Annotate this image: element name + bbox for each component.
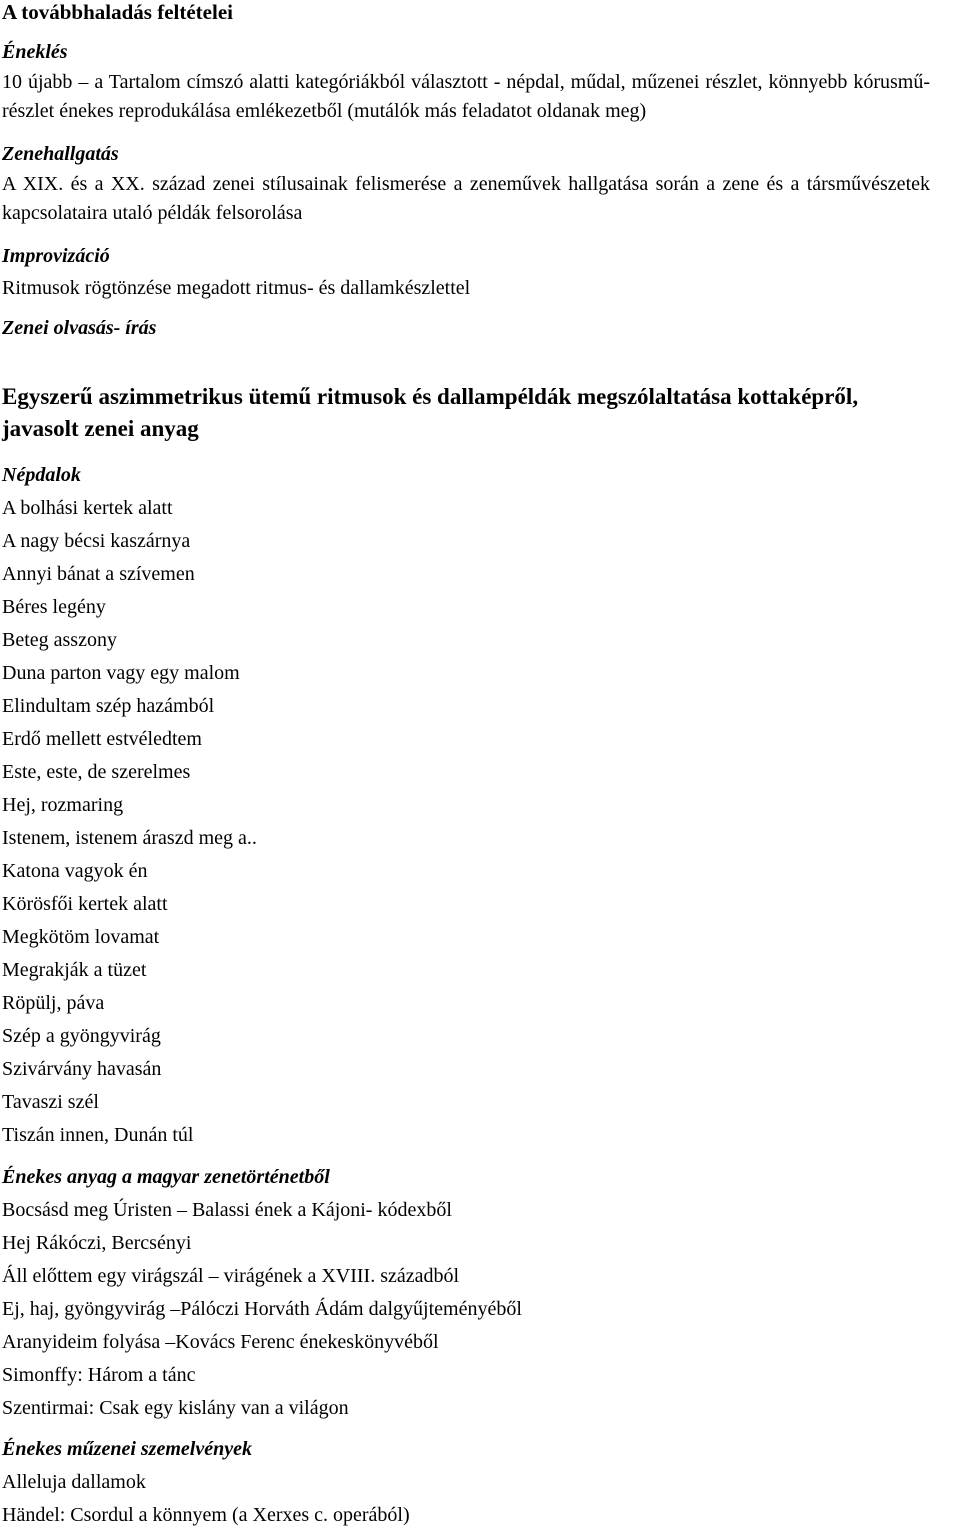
list-item: Bocsásd meg Úristen – Balassi ének a Kájoni- kódexből (2, 1199, 452, 1221)
repertoire-heading: Egyszerű aszimmetrikus ütemű ritmusok és dallampéldák megszólaltatása kottaképről, javasolt zenei anyag (2, 384, 859, 441)
list-item: Erdő mellett estvéledtem (2, 728, 202, 750)
section-heading-reading-writing: Zenei olvasás- írás (2, 317, 157, 339)
folk-songs-heading: Népdalok (2, 464, 81, 486)
list-item: Megrakják a tüzet (2, 959, 147, 981)
list-item: Alleluja dallamok (2, 1471, 146, 1493)
list-item: Katona vagyok én (2, 860, 148, 882)
list-item: Este, este, de szerelmes (2, 761, 191, 783)
history-songs-list (2, 1198, 522, 1429)
list-item: Megkötöm lovamat (2, 926, 160, 948)
list-item: Hej, rozmaring (2, 794, 124, 816)
section-text-improvisation: Ritmusok rögtönzése megadott ritmus- és dallamkészlettel (2, 277, 471, 299)
section-text-singing: 10 újabb – a Tartalom címszó alatti kategóriákból választott - népdal, műdal, műzenei részlet, könnyebb kórusmű-részlet énekes reprodukálása emlékezetből (mutálók más feladatot oldanak meg) (2, 71, 930, 122)
art-excerpts-heading: Énekes műzenei szemelvények (2, 1438, 252, 1460)
history-songs-heading: Énekes anyag a magyar zenetörténetből (2, 1166, 330, 1188)
art-excerpts-list (2, 1470, 410, 1536)
list-item: Röpülj, páva (2, 992, 105, 1014)
list-item: A bolhási kertek alatt (2, 497, 173, 519)
list-item: Hej Rákóczi, Bercsényi (2, 1232, 192, 1254)
section-heading-listening: Zenehallgatás (2, 143, 119, 165)
list-item: A nagy bécsi kaszárnya (2, 530, 191, 552)
list-item: Áll előttem egy virágszál – virágének a XVIII. századból (2, 1265, 460, 1287)
list-item: Szép a gyöngyvirág (2, 1025, 161, 1047)
list-item: Ej, haj, gyöngyvirág –Pálóczi Horváth Ádám dalgyűjteményéből (2, 1298, 522, 1320)
folk-songs-list (2, 496, 257, 1156)
list-item: Szentirmai: Csak egy kislány van a világon (2, 1397, 349, 1419)
list-item: Aranyideim folyása –Kovács Ferenc énekeskönyvéből (2, 1331, 439, 1353)
section-heading-singing: Éneklés (2, 41, 68, 63)
list-item: Händel: Csordul a könnyem (a Xerxes c. operából) (2, 1504, 410, 1526)
list-item: Körösfői kertek alatt (2, 893, 168, 915)
list-item: Elindultam szép hazámból (2, 695, 215, 717)
section-heading-improvisation: Improvizáció (2, 245, 110, 267)
list-item: Simonffy: Három a tánc (2, 1364, 196, 1386)
list-item: Istenem, istenem áraszd meg a.. (2, 827, 257, 849)
list-item: Béres legény (2, 596, 106, 618)
list-item: Tavaszi szél (2, 1091, 99, 1113)
list-item: Beteg asszony (2, 629, 117, 651)
page-title: A továbbhaladás feltételei (2, 0, 233, 24)
list-item: Tiszán innen, Dunán túl (2, 1124, 194, 1146)
list-item: Annyi bánat a szívemen (2, 563, 195, 585)
section-text-listening: A XIX. és a XX. század zenei stílusainak felismerése a zeneművek hallgatása során a zene és a társművészetek kapcsolataira utaló példák felsorolása (2, 173, 930, 224)
list-item: Duna parton vagy egy malom (2, 662, 240, 684)
list-item: Szivárvány havasán (2, 1058, 162, 1080)
